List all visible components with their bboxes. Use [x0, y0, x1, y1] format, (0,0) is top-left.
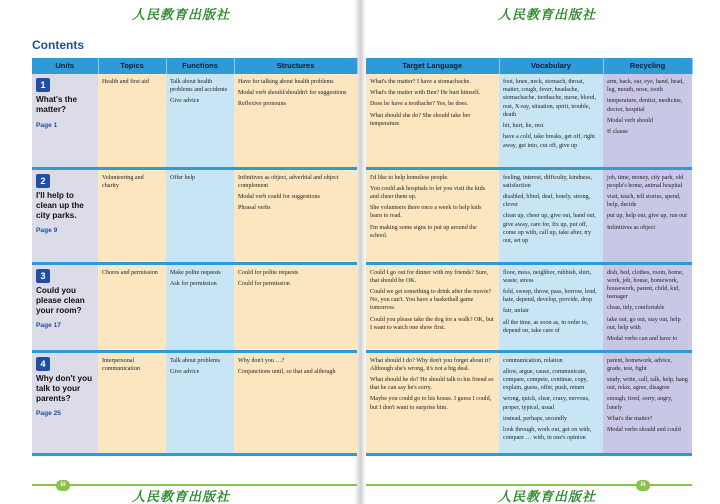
recycling-text: Modal verbs should and could [607, 427, 681, 434]
target-language-text: Could I go out for dinner with my friends? Sure, that should be OK. [370, 269, 489, 284]
vocabulary-cell [499, 351, 603, 454]
header-recycling: Recycling [603, 58, 692, 74]
target-language-text: Maybe you could go to his house. I guess I could, but I don't want to surprise him. [370, 396, 492, 411]
topics-cell [98, 74, 166, 168]
unit-page-link[interactable]: Page 17 [36, 322, 61, 330]
target-language-text: What's the matter? I have a stomachache. [370, 79, 471, 85]
unit-title: I'll help to clean up the city parks. [36, 190, 84, 220]
vocabulary-cell [499, 263, 603, 351]
recycling-text: dish, bed, clothes, room, home, work, job, house, homework, housework, parent, child, kid, teenager [607, 269, 684, 301]
page-title: Contents [32, 38, 84, 52]
function-text: Make polite requests [170, 269, 221, 276]
functions-cell [166, 263, 234, 351]
structures-cell [234, 168, 357, 263]
vocabulary-text: hit, hurt, lie, rest [503, 123, 544, 130]
topics-cell [98, 168, 166, 263]
unit-cell [32, 74, 98, 168]
target-language-cell [366, 351, 499, 454]
target-language-text: Does he have a toothache? Yes, he does. [370, 101, 469, 108]
target-language-text: What's the matter with Ben? He hurt himself. [370, 90, 481, 97]
recycling-text: Infinitives as object [607, 224, 656, 231]
target-language-text: I'm making some signs to put up around the school. [370, 224, 477, 239]
unit-row [32, 168, 357, 263]
recycling-text: temperature, dentist, medicine, doctor, hospital [607, 98, 683, 113]
function-text: Give advice [170, 98, 200, 105]
structure-text: Infinitives as object, adverbial and object complement [238, 174, 339, 189]
recycling-text: Modal verbs can and have to [607, 336, 678, 343]
recycling-text: visit, teach, tell stories, spend, help, decide [607, 193, 681, 209]
unit-cell [32, 263, 98, 351]
footer-rule [32, 484, 357, 486]
target-language-text: What should he do? He should talk to his friend so that he can say he's sorry. [370, 376, 494, 392]
unit-cell [32, 351, 98, 454]
topic-text: Health and first aid [102, 79, 149, 85]
target-language-text: What should I do? Why don't you forget about it? Although she's wrong, it's not a big deal. [370, 357, 491, 372]
unit-row [366, 263, 692, 351]
topic-text: Chores and permission [102, 269, 158, 276]
unit-row [32, 351, 357, 454]
vocabulary-text: communication, relation [503, 357, 563, 364]
structures-cell [234, 74, 357, 168]
header-functions: Functions [166, 58, 234, 74]
publisher-logo: 人民教育出版社 [498, 8, 597, 23]
structure-text: Conjunctions until, so that and although [238, 368, 336, 375]
functions-cell [166, 168, 234, 263]
recycling-cell [603, 168, 692, 263]
function-text: Offer help [170, 174, 196, 181]
unit-number-badge: 1 [36, 78, 50, 92]
target-language-text: I'd like to help homeless people. [370, 174, 449, 181]
vocabulary-cell [499, 168, 603, 263]
topics-cell [98, 263, 166, 351]
recycling-cell [603, 74, 692, 168]
header-vocabulary: Vocabulary [499, 58, 603, 74]
unit-row [32, 263, 357, 351]
contents-table-right [366, 58, 693, 456]
header-target-language: Target Language [366, 58, 499, 74]
vocabulary-text: have a cold, take breaks, get off, right away, get into, cut off, give up [503, 134, 595, 149]
unit-number-badge: 4 [36, 357, 50, 371]
unit-row [366, 74, 692, 168]
recycling-cell [603, 351, 692, 454]
recycling-text: arm, back, ear, eye, hand, head, leg, mouth, nose, tooth [607, 79, 684, 94]
page-number: iii [636, 480, 650, 491]
unit-number-badge: 3 [36, 269, 50, 283]
recycling-text: take out, go out, stay out, help out, help with [607, 316, 681, 331]
vocabulary-text: instead, perhaps, secondly [503, 415, 567, 422]
function-text: Talk about health problems and accidents [170, 79, 228, 94]
contents-table-left [32, 58, 358, 456]
header-structures: Structures [234, 58, 357, 74]
topics-cell [98, 351, 166, 454]
recycling-text: put up, help out, give up, run out [607, 213, 687, 220]
target-language-text: Could you please take the dog for a walk? OK, but I want to watch one show first. [370, 316, 494, 331]
recycling-text: study, write, call, talk, help, hang out, relax, agree, disagree [607, 376, 688, 392]
vocabulary-text: allow, argue, cause, communicate, compare, compete, continue, copy, explain, guess, offer, push, return [503, 368, 588, 392]
target-language-text: What should she do? She should take her temperature. [370, 112, 471, 127]
structure-text: Modal verb could for suggestions [238, 193, 320, 200]
recycling-text: job, time, money, city park, old people's home, animal hospital [607, 174, 684, 189]
vocabulary-text: feeling, interest, difficulty, kindness, satisfaction [503, 174, 593, 189]
unit-row [32, 74, 357, 168]
page-number: iii [56, 480, 70, 491]
topic-text: Interpersonal communication [102, 357, 140, 372]
target-language-cell [366, 168, 499, 263]
vocabulary-text: wrong, quick, clear, crazy, nervous, proper, typical, usual [503, 396, 590, 411]
unit-page-link[interactable]: Page 9 [36, 227, 58, 235]
unit-page-link[interactable]: Page 1 [36, 121, 58, 129]
unit-title: What's the matter? [36, 95, 78, 115]
vocabulary-text: disabled, blind, deaf, lonely, strong, clever [503, 193, 591, 209]
vocabulary-text: floor, mess, neighbor, rubbish, shirt, waste, stress [503, 269, 592, 284]
structure-text: Why don't you …? [238, 357, 285, 364]
vocabulary-text: fold, sweep, throw, pass, borrow, lend, hate, depend, develop, provide, drop [503, 288, 597, 304]
unit-row [366, 351, 692, 454]
structure-text: Could for permission [238, 280, 290, 287]
vocabulary-text: all the time, as soon as, in order to, depend on, take care of [503, 319, 589, 334]
recycling-text: If clause [607, 129, 628, 136]
vocabulary-text: look through, work out, get on with, compare … with, in one's opinion [503, 427, 592, 442]
publisher-logo: 人民教育出版社 [132, 8, 231, 23]
recycling-text: enough, tired, sorry, angry, lonely [607, 396, 673, 411]
unit-number-badge: 2 [36, 174, 50, 188]
publisher-logo: 人民教育出版社 [498, 490, 597, 504]
structure-text: Reflexive pronouns [238, 101, 286, 108]
unit-title: Why don't you talk to your parents? [36, 373, 93, 403]
structure-text: Modal verb should/shouldn't for suggestions [238, 90, 347, 97]
recycling-text: parent, homework, advice, grade, test, fight [607, 357, 672, 372]
structure-text: Have for talking about health problems [238, 79, 334, 85]
functions-cell [166, 351, 234, 454]
functions-cell [166, 74, 234, 168]
structures-cell [234, 351, 357, 454]
structure-text: Phrasal verbs [238, 205, 271, 212]
target-language-text: She volunteers there once a week to help kids learn to read. [370, 205, 482, 220]
vocabulary-text: foot, knee, neck, stomach, throat, matter, cough, fever, headache, stomachache, toothache, nurse, blood, rest, X-ray, situation, spirit, trouble, death [503, 79, 596, 118]
target-language-cell [366, 74, 499, 168]
function-text: Give advice [170, 368, 200, 375]
recycling-cell [603, 263, 692, 351]
recycling-text: clean, tidy, comfortable [607, 305, 665, 312]
header-topics: Topics [98, 58, 166, 74]
unit-cell [32, 168, 98, 263]
unit-page-link[interactable]: Page 25 [36, 410, 61, 418]
unit-row [366, 168, 692, 263]
vocabulary-cell [499, 74, 603, 168]
header-units: Units [32, 58, 98, 74]
vocabulary-text: fair, unfair [503, 308, 529, 315]
target-language-text: Could we get something to drink after the movie? No, you can't. You have a basketball game tomorrow. [370, 288, 492, 312]
topic-text: Volunteering and charity [102, 174, 144, 189]
structures-cell [234, 263, 357, 351]
function-text: Talk about problems [170, 357, 221, 364]
target-language-text: You could ask hospitals to let you visit the kids and cheer them up. [370, 185, 485, 200]
publisher-logo: 人民教育出版社 [132, 490, 231, 504]
unit-title: Could you please clean your room? [36, 285, 85, 315]
structure-text: Could for polite requests [238, 269, 299, 276]
recycling-text: What's the matter? [607, 415, 653, 422]
function-text: Ask for permission [170, 280, 217, 287]
vocabulary-text: clean up, cheer up, give out, hand out, give away, care for, fix up, put off, come up with, call up, take after, try out, set up [503, 213, 596, 245]
target-language-cell [366, 263, 499, 351]
recycling-text: Modal verb should [607, 117, 654, 124]
